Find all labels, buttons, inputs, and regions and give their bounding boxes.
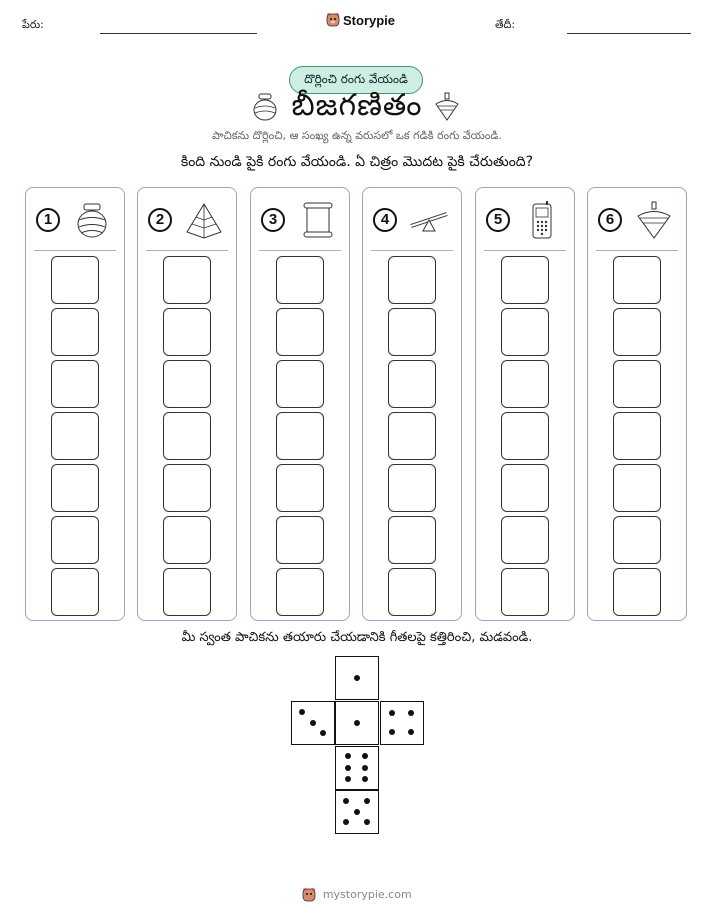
color-cell[interactable] (163, 256, 211, 304)
die-face-1 (335, 701, 379, 745)
color-cell[interactable] (51, 412, 99, 460)
color-cell[interactable] (276, 308, 324, 356)
subtitle: పాచికను దొర్లించి, ఆ సంఖ్య ఉన్న వరుసలో ఒక గడికి రంగు వేయండి. (212, 129, 502, 142)
die-pip (408, 729, 414, 735)
name-line (100, 33, 257, 34)
color-cell[interactable] (163, 464, 211, 512)
column-divider (596, 250, 678, 251)
color-cell[interactable] (613, 568, 661, 616)
color-cell[interactable] (163, 568, 211, 616)
date-line (567, 33, 691, 34)
color-cell[interactable] (163, 516, 211, 564)
color-cell[interactable] (501, 464, 549, 512)
color-cell[interactable] (51, 516, 99, 564)
brand-name: Storypie (343, 12, 396, 28)
color-cell[interactable] (388, 256, 436, 304)
color-cell[interactable] (51, 308, 99, 356)
die-pip (362, 753, 368, 759)
die-pip (310, 720, 316, 726)
color-cell[interactable] (388, 412, 436, 460)
color-cell[interactable] (163, 308, 211, 356)
die-caption: మీ స్వంత పాచికను తయారు చేయడానికి గీతలపై కత్తిరించి, మడవండి. (181, 630, 533, 645)
seesaw-icon (409, 200, 449, 240)
column-4 (362, 187, 462, 621)
color-cell[interactable] (51, 256, 99, 304)
color-cell[interactable] (613, 308, 661, 356)
color-cell[interactable] (388, 464, 436, 512)
color-cell[interactable] (276, 412, 324, 460)
color-cell[interactable] (276, 360, 324, 408)
color-cell[interactable] (276, 516, 324, 564)
color-cell[interactable] (613, 360, 661, 408)
die-pip (364, 819, 370, 825)
die-pip (408, 710, 414, 716)
column-number: 2 (148, 208, 172, 232)
die-pip (354, 720, 360, 726)
color-cell[interactable] (388, 360, 436, 408)
color-cell[interactable] (501, 308, 549, 356)
die-pip (362, 765, 368, 771)
color-cell[interactable] (613, 412, 661, 460)
color-cell[interactable] (501, 568, 549, 616)
color-cell[interactable] (388, 568, 436, 616)
page-title: బీజగణితం (291, 88, 423, 123)
color-cell[interactable] (51, 360, 99, 408)
die-pip (354, 809, 360, 815)
color-cell[interactable] (51, 464, 99, 512)
die-face-1 (335, 656, 379, 700)
column-number: 5 (486, 208, 510, 232)
die-face-4 (380, 701, 424, 745)
color-cell[interactable] (276, 256, 324, 304)
color-cell[interactable] (276, 464, 324, 512)
color-cell[interactable] (501, 516, 549, 564)
die-face-5 (335, 790, 379, 834)
color-cell[interactable] (613, 516, 661, 564)
die-pip (389, 729, 395, 735)
die-pip (345, 753, 351, 759)
mascot-icon (326, 12, 340, 28)
column-divider (34, 250, 116, 251)
phone-icon (522, 200, 562, 240)
color-cell[interactable] (276, 568, 324, 616)
column-divider (371, 250, 453, 251)
name-label: పేరు: (22, 18, 44, 31)
die-pip (354, 675, 360, 681)
die-face-6 (335, 746, 379, 790)
column-divider (146, 250, 228, 251)
date-label: తేదీ: (495, 18, 516, 31)
die-pip (345, 776, 351, 782)
color-cell[interactable] (388, 516, 436, 564)
instruction: కింది నుండి పైకి రంగు వేయండి. ఏ చిత్రం మొదట పైకి చేరుతుంది? (180, 154, 534, 170)
die-pip (345, 765, 351, 771)
die-pip (343, 798, 349, 804)
color-cell[interactable] (613, 256, 661, 304)
color-cell[interactable] (501, 256, 549, 304)
column-number: 4 (373, 208, 397, 232)
die-pip (362, 776, 368, 782)
scroll-icon (297, 200, 337, 240)
color-cell[interactable] (163, 360, 211, 408)
color-cell[interactable] (51, 568, 99, 616)
column-5 (475, 187, 575, 621)
activity-badge: దొర్లించి రంగు వేయండి (289, 66, 423, 94)
column-number: 6 (598, 208, 622, 232)
die-pip (299, 709, 305, 715)
column-2 (137, 187, 237, 621)
column-1 (25, 187, 125, 621)
color-cell[interactable] (501, 412, 549, 460)
column-divider (484, 250, 566, 251)
column-6 (587, 187, 687, 621)
pot-icon (72, 200, 112, 240)
color-cell[interactable] (501, 360, 549, 408)
column-number: 1 (36, 208, 60, 232)
spinning-top-icon (434, 92, 460, 122)
brand-logo (326, 12, 395, 28)
column-3 (250, 187, 350, 621)
color-cell[interactable] (388, 308, 436, 356)
pyramid-icon (184, 200, 224, 240)
column-divider (259, 250, 341, 251)
die-face-3 (291, 701, 335, 745)
footer-url: mystorypie.com (322, 888, 412, 901)
footer (0, 887, 714, 903)
die-pip (364, 798, 370, 804)
column-number: 3 (261, 208, 285, 232)
mascot-icon (302, 887, 316, 903)
die-pip (389, 710, 395, 716)
die-pip (320, 730, 326, 736)
spinning-top-icon (634, 200, 674, 240)
die-pip (343, 819, 349, 825)
color-cell[interactable] (163, 412, 211, 460)
color-cell[interactable] (613, 464, 661, 512)
